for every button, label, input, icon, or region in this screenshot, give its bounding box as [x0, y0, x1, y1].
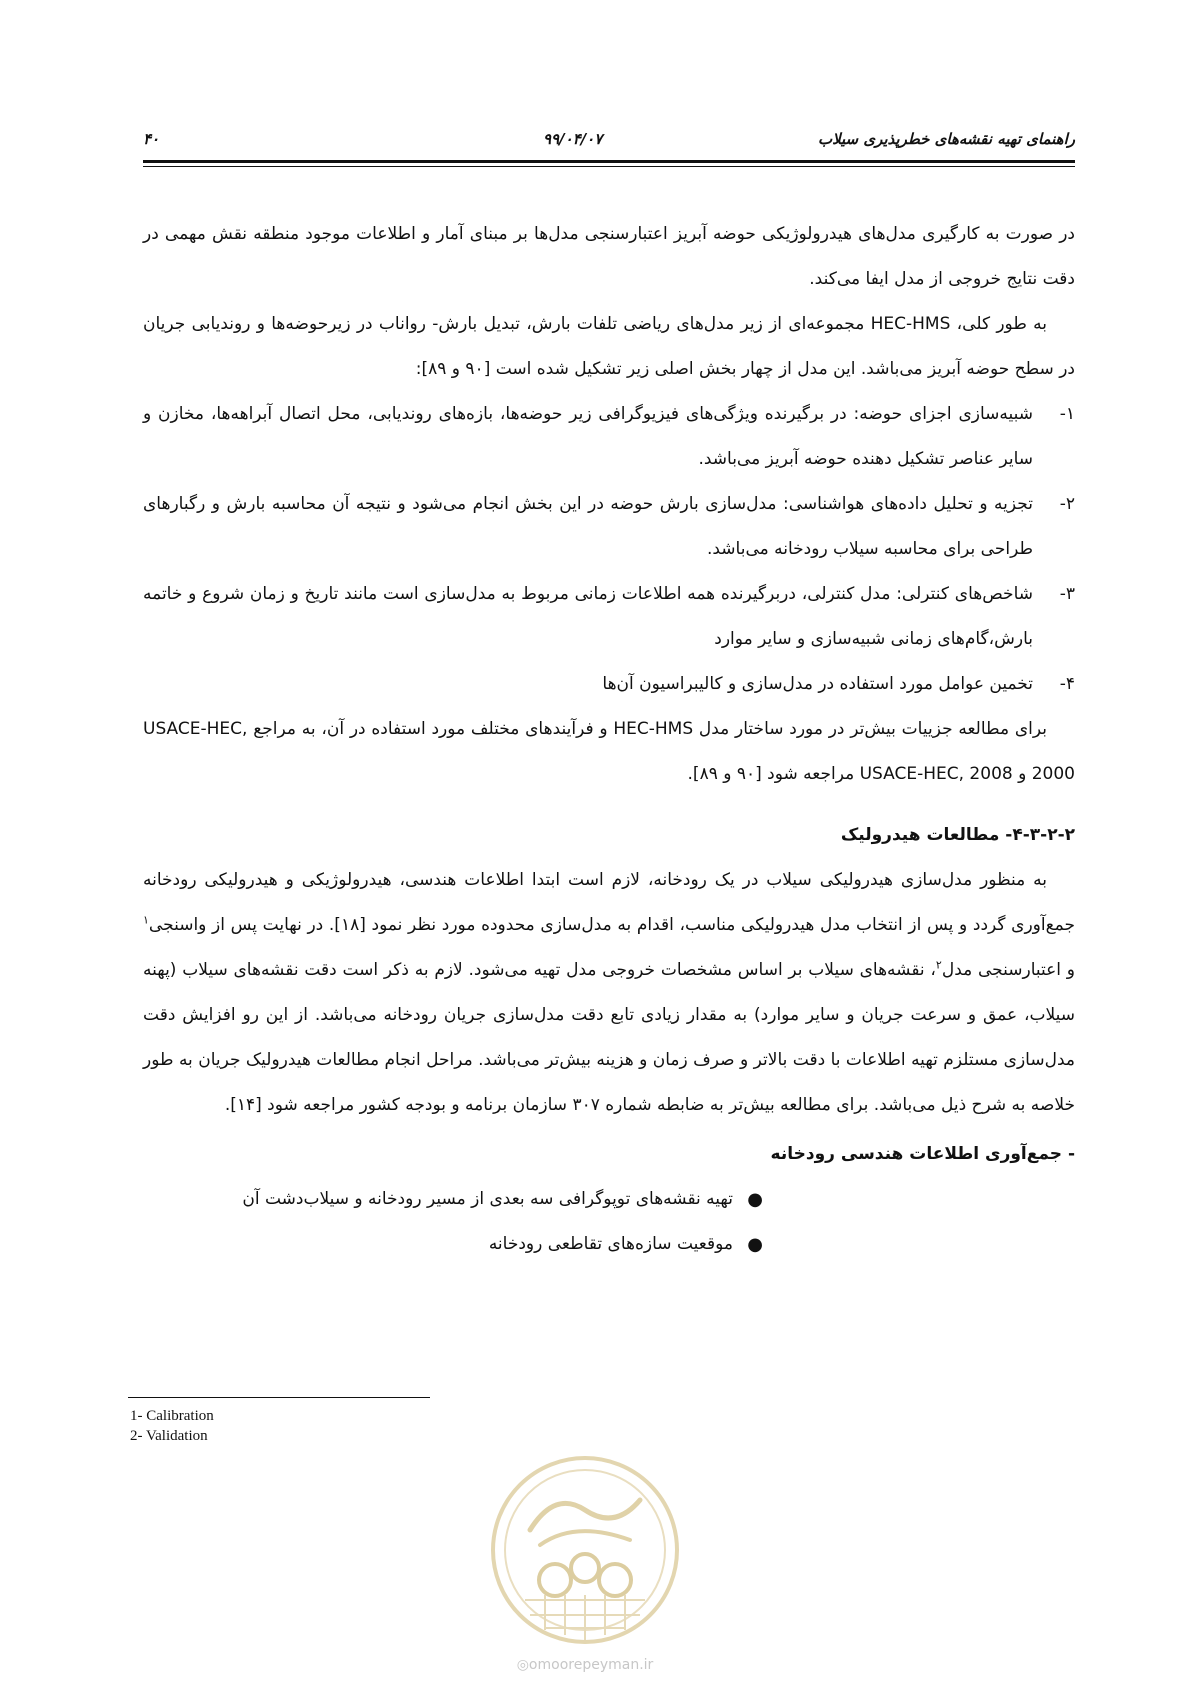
- item-text: شبیه‌سازی اجزای حوضه: در برگیرنده ویژگی‌های فیزیوگرافی زیر حوضه‌ها، بازه‌های روندیابی، محل اتصال آبراهه‌ها، مخازن و سایر عناصر تشکیل دهنده حوضه آبریز می‌باشد.: [143, 404, 1033, 469]
- item-text: شاخص‌های کنترلی: مدل کنترلی، دربرگیرنده همه اطلاعات زمانی مربوط به مدل‌سازی است مانند تاریخ و زمان شروع و خاتمه بارش،گام‌های زمانی شبیه‌سازی و سایر موارد: [143, 584, 1033, 649]
- numbered-item: [143, 662, 1075, 707]
- numbered-item: [143, 572, 1075, 662]
- numbered-item: [143, 482, 1075, 572]
- page-number: ۴۰: [143, 130, 160, 148]
- header-rule-thin: [143, 166, 1075, 167]
- paragraph-2: به طور کلی، HEC-HMS مجموعه‌ای از زیر مدل‌های ریاضی تلفات بارش، تبدیل بارش- رواناب در زیرحوضه‌ها و روندیابی جریان در سطح حوضه آبریز می‌باشد. این مدل از چهار بخش اصلی زیر تشکیل شده است [۹۰ و ۸۹]:: [143, 314, 1075, 379]
- item-number: ۲-: [1059, 494, 1075, 514]
- paragraph-1: در صورت به کارگیری مدل‌های هیدرولوژیکی حوضه آبریز اعتبارسنجی مدل‌ها بر مبنای آمار و اطلاعات موجود منطقه نقش مهمی در دقت نتایج خروجی از مدل ایفا می‌کند.: [143, 224, 1075, 289]
- paragraph-4-part-2: و اعتبارسنجی مدل: [941, 960, 1075, 980]
- watermark-logo-icon: [485, 1450, 685, 1680]
- numbered-item: [143, 392, 1075, 482]
- list-item: [143, 1222, 763, 1267]
- item-number: ۱-: [1059, 404, 1075, 424]
- bullet-icon: ●: [747, 1234, 763, 1255]
- header-rule-thick: [143, 160, 1075, 163]
- header-title: راهنمای تهیه نقشه‌های خطرپذیری سیلاب: [817, 130, 1075, 148]
- paragraph-3: برای مطالعه جزییات بیش‌تر در مورد ساختار مدل HEC-HMS و فرآیندهای مختلف مورد استفاده در آن، به مراجع USACE-HEC, 2000 و USACE-HEC, 2008 مراجعه شود [۹۰ و ۸۹].: [143, 719, 1075, 784]
- footnotes: [130, 1406, 214, 1446]
- list-item: [143, 1177, 763, 1222]
- item-number: ۳-: [1059, 584, 1075, 604]
- paragraph-4: [143, 858, 1075, 1128]
- watermark-site: ◎omoorepeyman.ir: [516, 1657, 654, 1673]
- main-content: [143, 212, 1075, 1267]
- footnote-mark-2: ۲: [935, 958, 942, 972]
- item-text: تجزیه و تحلیل داده‌های هواشناسی: مدل‌سازی بارش حوضه در این بخش انجام می‌شود و نتیجه آن محاسبه بارش و رگبارهای طراحی برای محاسبه سیلاب رودخانه می‌باشد.: [143, 494, 1033, 559]
- footnote-rule: [128, 1397, 430, 1398]
- paragraph-4-part-1: به منظور مدل‌سازی هیدرولیکی سیلاب در یک رودخانه، لازم است ابتدا اطلاعات هندسی، هیدرولوژیکی و هیدرولیکی رودخانه جمع‌آوری گردد و پس از انتخاب مدل هیدرولیکی مناسب، اقدام به مدل‌سازی محدوده مورد نظر نمود [۱۸]. در نهایت پس از واسنجی: [143, 870, 1076, 935]
- header-date: ۹۹/۰۴/۰۷: [543, 130, 603, 148]
- subsection-heading: - جمع‌آوری اطلاعات هندسی رودخانه: [770, 1144, 1075, 1164]
- item-number: ۴-: [1059, 674, 1075, 694]
- list-item-text: موقعیت سازه‌های تقاطعی رودخانه: [488, 1234, 733, 1254]
- paragraph-4-part-3: ، نقشه‌های سیلاب بر اساس مشخصات خروجی مدل تهیه می‌شود. لازم به ذکر است دقت نقشه‌های سیلاب (پهنه سیلاب، عمق و سرعت جریان و سایر موارد) به مقدار زیادی تابع دقت مدل‌سازی جریان رودخانه می‌باشد. از این رو افزایش دقت مدل‌سازی مستلزم تهیه اطلاعات با دقت بالاتر و صرف زمان و هزینه بیش‌تر می‌باشد. مراحل انجام مطالعات هیدرولیک جریان به طور خلاصه به شرح ذیل می‌باشد. برای مطالعه بیش‌تر به ضابطه شماره ۳۰۷ سازمان برنامه و بودجه کشور مراجعه شود [۱۴].: [143, 960, 1075, 1115]
- bullet-list: [143, 1177, 1075, 1267]
- item-text: تخمین عوامل مورد استفاده در مدل‌سازی و کالیبراسیون آن‌ها: [602, 674, 1033, 694]
- list-item-text: تهیه نقشه‌های توپوگرافی سه بعدی از مسیر رودخانه و سیلاب‌دشت آن: [242, 1189, 733, 1209]
- footnote-2: 2- Validation: [130, 1428, 208, 1444]
- bullet-icon: ●: [747, 1189, 763, 1210]
- section-heading: ۴-۳-۲-۲- مطالعات هیدرولیک: [840, 825, 1075, 845]
- page-header: [143, 128, 1075, 152]
- footnote-1: 1- Calibration: [130, 1408, 214, 1424]
- footnote-mark-1: ۱: [143, 913, 149, 927]
